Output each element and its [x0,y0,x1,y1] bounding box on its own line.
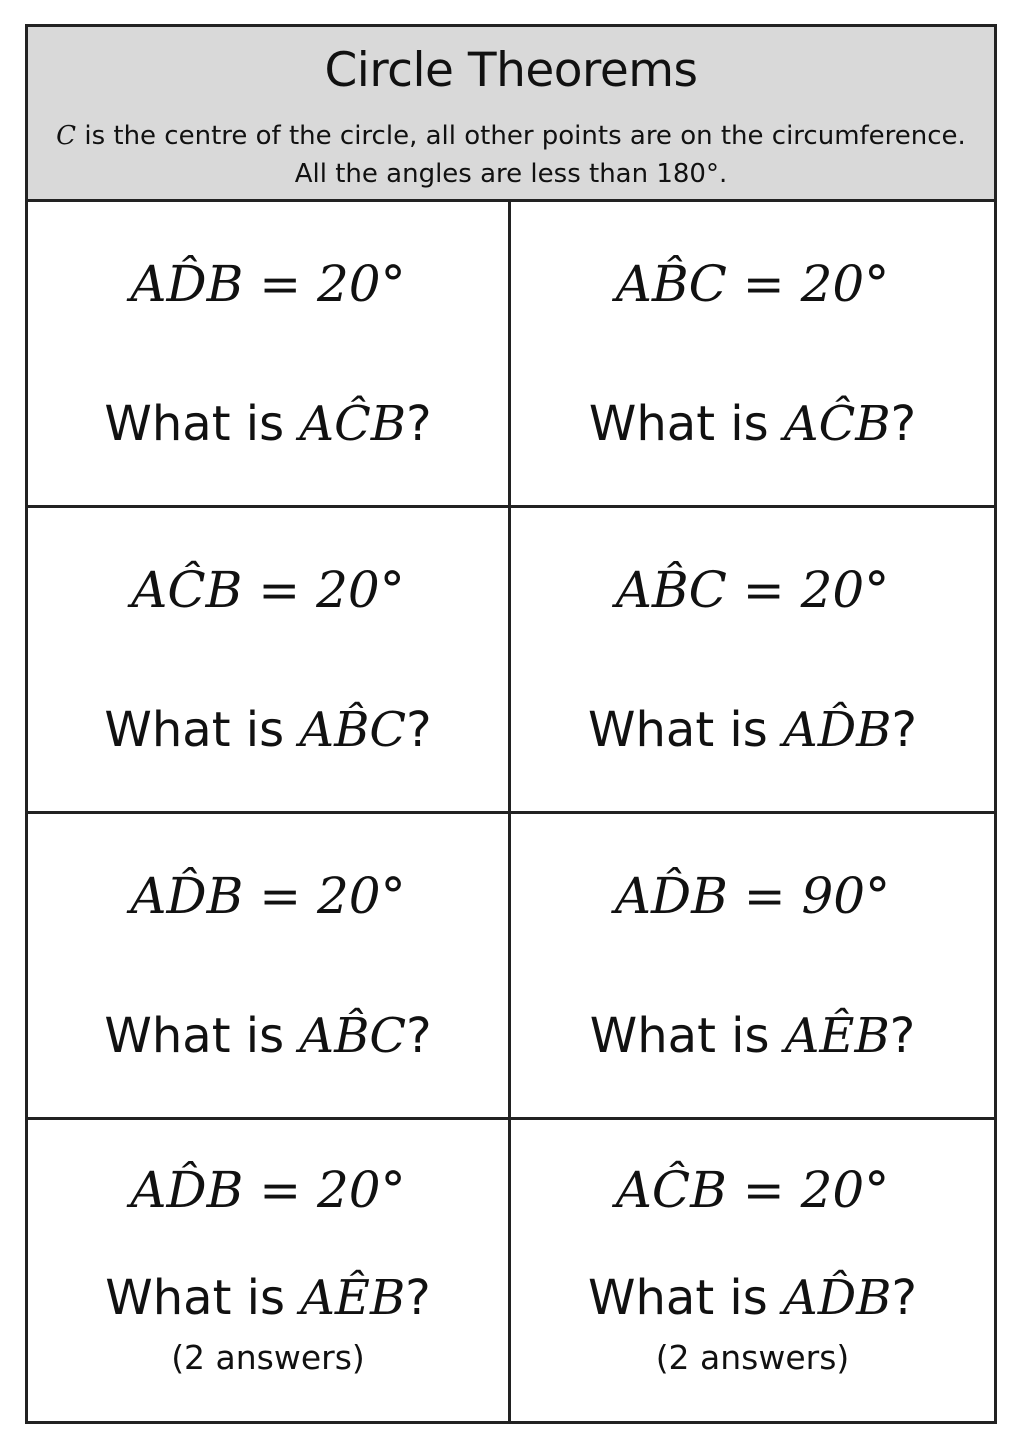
question-prefix: What is [104,1008,300,1064]
question-suffix: ? [890,396,917,452]
question-prefix: What is [588,1270,784,1326]
question-card-1 [28,202,511,508]
question-card-2 [511,202,994,508]
question-suffix: ? [406,1008,432,1064]
question-prefix: What is [104,396,300,452]
answer-count-note: (2 answers) [655,1338,850,1377]
question-suffix: ? [889,1008,916,1064]
page-title: Circle Theorems [324,43,698,98]
question-angle: AÊB [300,1270,406,1326]
question-card-3 [28,508,511,814]
worksheet [25,24,997,1424]
given-angle: AD̂B = 20° [130,1161,406,1219]
given-angle: AD̂B = 90° [614,867,891,925]
question-angle: AD̂B [783,1270,892,1326]
question-text [28,1268,508,1328]
question-text [511,394,994,454]
given-angle: AĈB = 20° [615,1161,890,1219]
question-text [511,700,994,760]
question-angle: AB̂C [299,1008,407,1064]
question-prefix: What is [589,1008,785,1064]
question-card-8 [511,1120,994,1421]
question-text [28,1006,508,1066]
question-prefix: What is [105,1270,301,1326]
answer-count-note: (2 answers) [171,1338,365,1377]
question-text [28,394,508,454]
question-text [28,700,508,760]
question-prefix: What is [588,702,784,758]
centre-symbol: C [56,121,77,151]
instructions-line-1 [28,119,994,153]
question-card-7 [28,1120,511,1421]
instructions-text-1: is the centre of the circle, all other points are on the circumference. [76,121,966,151]
instructions-line-2: All the angles are less than 180°. [294,159,728,189]
question-prefix: What is [588,396,784,452]
given-angle: AD̂B = 20° [130,867,406,925]
question-suffix: ? [891,702,917,758]
question-text [511,1268,994,1328]
question-text [511,1006,994,1066]
given-angle: AĈB = 20° [131,561,405,619]
question-grid [28,202,994,1421]
question-suffix: ? [406,396,432,452]
question-angle: AB̂C [299,702,407,758]
worksheet-header [28,27,994,202]
given-angle: AB̂C = 20° [615,255,890,313]
question-angle: AÊB [784,1008,890,1064]
question-angle: AD̂B [783,702,892,758]
question-card-5 [28,814,511,1120]
question-prefix: What is [104,702,300,758]
given-angle: AD̂B = 20° [130,255,406,313]
question-angle: AĈB [299,396,407,452]
question-angle: AĈB [783,396,891,452]
question-card-6 [511,814,994,1120]
question-suffix: ? [405,1270,431,1326]
given-angle: AB̂C = 20° [615,561,890,619]
question-suffix: ? [891,1270,917,1326]
question-card-4 [511,508,994,814]
question-suffix: ? [406,702,432,758]
